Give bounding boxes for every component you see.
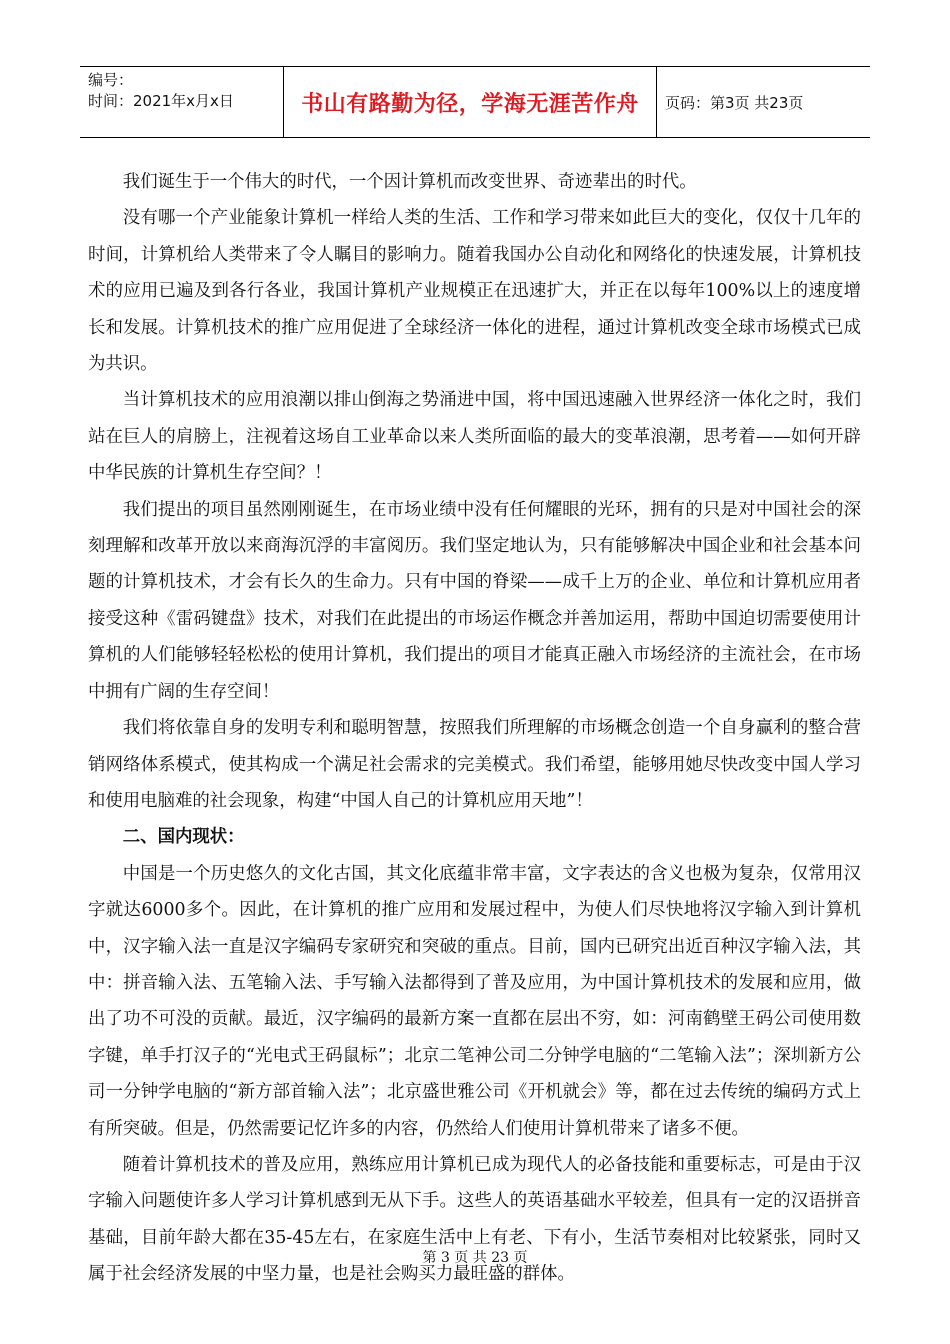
paragraph: 随着计算机技术的普及应用，熟练应用计算机已成为现代人的必备技能和重要标志，可是由于汉字输入问题使许多人学习计算机感到无从下手。这些人的英语基础水平较差，但具有一定的汉语拼音基础，目前年龄大都在35-45左右，在家庭生活中上有老、下有小，生活节奏相对比较紧张，同时又属于社会经济发展的中坚力量，也是社会购买力最旺盛的群体。 — [88, 1154, 861, 1285]
paragraph: 我们诞生于一个伟大的时代，一个因计算机而改变世界、奇迹辈出的时代。 — [122, 172, 697, 192]
page-footer: 第 3 页 共 23 页 — [422, 1250, 528, 1266]
page-header — [80, 66, 870, 138]
header-meta — [80, 67, 284, 137]
document-number-label: 编号： — [88, 71, 134, 89]
section-heading: 二、国内现状： — [122, 827, 245, 848]
header-page-info: 页码：第3页 共23页 — [665, 93, 804, 112]
document-date: 时间：2021年x月x日 — [88, 92, 234, 110]
paragraph: 我们将依靠自身的发明专利和聪明智慧，按照我们所理解的市场概念创造一个自身赢利的整合营销网络体系模式，使其构成一个满足社会需求的完美模式。我们希望，能够用她尽快改变中国人学习和使用电脑难的社会现象，构建“中国人自己的计算机应用天地”！ — [88, 718, 861, 811]
header-motto: 书山有路勤为径，学海无涯苦作舟 — [284, 67, 657, 137]
document-body — [88, 164, 861, 1293]
paragraph: 当计算机技术的应用浪潮以排山倒海之势涌进中国，将中国迅速融入世界经济一体化之时，我们站在巨人的肩膀上，注视着这场自工业革命以来人类所面临的最大的变革浪潮，思考着——如何开辟中华民族的计算机生存空间？！ — [88, 390, 861, 484]
paragraph: 中国是一个历史悠久的文化古国，其文化底蕴非常丰富，文字表达的含义也极为复杂，仅常用汉字就达6000多个。因此，在计算机的推广应用和发展过程中，为使人们尽快地将汉字输入到计算机中，汉字输入法一直是汉字编码专家研究和突破的重点。目前，国内已研究出近百种汉字输入法，其中：拼音输入法、五笔输入法、手写输入法都得到了普及应用，为中国计算机技术的发展和应用，做出了功不可没的贡献。最近，汉字编码的最新方案一直都在层出不穷，如：河南鹤壁王码公司使用数字键，单手打汉子的“光电式王码鼠标”；北京二笔神公司二分钟学电脑的“二笔输入法”；深圳新方公司一分钟学电脑的“新方部首输入法”；北京盛世雅公司《开机就会》等，都在过去传统的编码方式上有所突破。但是，仍然需要记忆许多的内容，仍然给人们使用计算机带来了诸多不便。 — [88, 863, 861, 1139]
paragraph: 没有哪一个产业能象计算机一样给人类的生活、工作和学习带来如此巨大的变化，仅仅十几年的时间，计算机给人类带来了令人瞩目的影响力。随着我国办公自动化和网络化的快速发展，计算机技术的应用已遍及到各行各业，我国计算机产业规模正在迅速扩大，并正在以每年100%以上的速度增长和发展。计算机技术的推广应用促进了全球经济一体化的进程，通过计算机改变全球市场模式已成为共识。 — [88, 208, 861, 375]
paragraph: 我们提出的项目虽然刚刚诞生，在市场业绩中没有任何耀眼的光环，拥有的只是对中国社会的深刻理解和改革开放以来商海沉浮的丰富阅历。我们坚定地认为，只有能够解决中国企业和社会基本问题的计算机技术，才会有长久的生命力。只有中国的脊梁——成千上万的企业、单位和计算机应用者接受这种《雷码键盘》技术，对我们在此提出的市场运作概念并善加运用，帮助中国迫切需要使用计算机的人们能够轻轻松松的使用计算机，我们提出的项目才能真正融入市场经济的主流社会，在市场中拥有广阔的生存空间！ — [88, 499, 861, 702]
